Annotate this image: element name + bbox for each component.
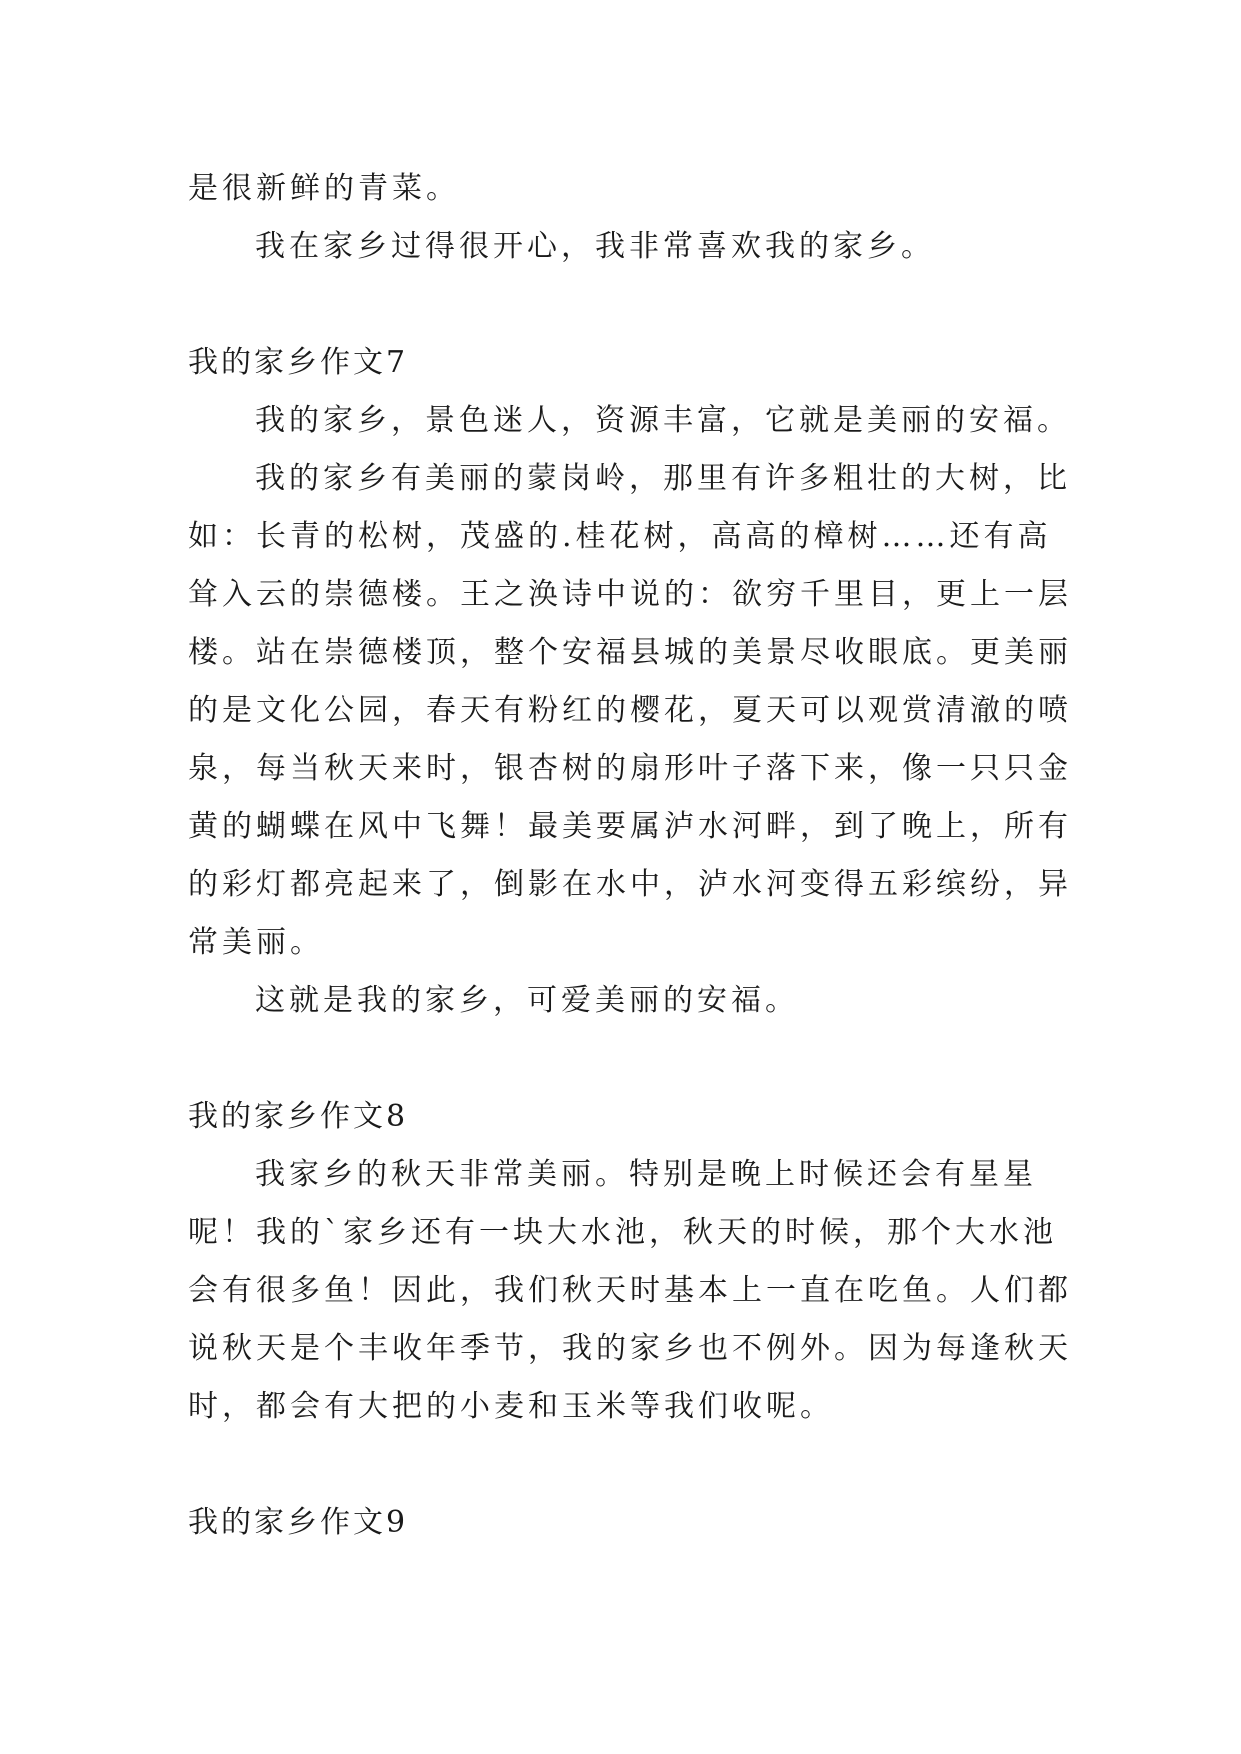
essay-heading: 我的家乡作文9 — [188, 1505, 409, 1540]
paragraph-line: 楼。站在崇德楼顶，整个安福县城的美景尽收眼底。更美丽 — [188, 635, 1072, 670]
paragraph-line: 泉，每当秋天来时，银杏树的扇形叶子落下来，像一只只金 — [188, 751, 1072, 786]
section-gap — [188, 1030, 1054, 1088]
paragraph-line: 我的家乡，景色迷人，资源丰富，它就是美丽的安福。 — [255, 403, 1071, 438]
paragraph-line: 时，都会有大把的小麦和玉米等我们收呢。 — [188, 1389, 834, 1424]
paragraph-line: 的是文化公园，春天有粉红的樱花，夏天可以观赏清澈的喷 — [188, 693, 1072, 728]
paragraph-line: 这就是我的家乡，可爱美丽的安福。 — [255, 983, 799, 1018]
document-page — [188, 160, 1072, 1552]
paragraph-line: 是很新鲜的青菜。 — [188, 171, 460, 206]
paragraph-line: 黄的蝴蝶在风中飞舞！最美要属泸水河畔，到了晚上，所有 — [188, 809, 1072, 844]
paragraph-line: 如：长青的松树，茂盛的.桂花树，高高的樟树……还有高 — [188, 519, 1052, 554]
paragraph-line: 呢！我的`家乡还有一块大水池，秋天的时候，那个大水池 — [188, 1215, 1057, 1250]
section-gap — [188, 1436, 1054, 1494]
essay-heading: 我的家乡作文8 — [188, 1099, 409, 1134]
paragraph-line: 常美丽。 — [188, 925, 324, 960]
paragraph-line: 说秋天是个丰收年季节，我的家乡也不例外。因为每逢秋天 — [188, 1331, 1072, 1366]
essay-heading: 我的家乡作文7 — [188, 345, 409, 380]
paragraph-line: 我在家乡过得很开心，我非常喜欢我的家乡。 — [255, 229, 935, 264]
paragraph-line: 我的家乡有美丽的蒙岗岭，那里有许多粗壮的大树，比 — [255, 461, 1071, 496]
paragraph-line: 的彩灯都亮起来了，倒影在水中，泸水河变得五彩缤纷，异 — [188, 867, 1072, 902]
paragraph-line: 会有很多鱼！因此，我们秋天时基本上一直在吃鱼。人们都 — [188, 1273, 1072, 1308]
paragraph-line: 我家乡的秋天非常美丽。特别是晚上时候还会有星星 — [255, 1157, 1037, 1192]
paragraph-line: 耸入云的崇德楼。王之涣诗中说的：欲穷千里目，更上一层 — [188, 577, 1072, 612]
section-gap — [188, 276, 1054, 334]
